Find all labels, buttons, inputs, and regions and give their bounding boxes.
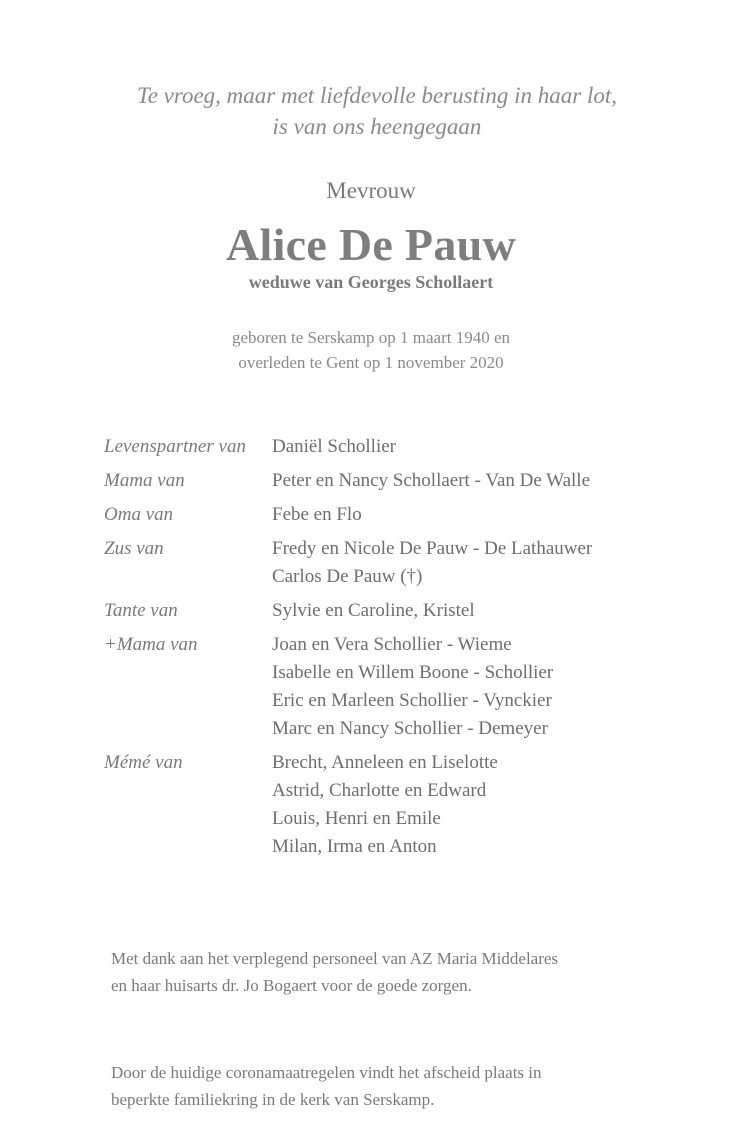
family-label: +Mama van	[104, 634, 198, 655]
widow-of: weduwe van Georges Schollaert	[248, 272, 494, 292]
family-name: Marc en Nancy Schollier - Demeyer	[272, 718, 548, 739]
family-names	[272, 597, 724, 625]
family-names	[272, 501, 724, 529]
family-row-tante	[104, 597, 724, 625]
birth-line: geboren te Serskamp op 1 maart 1940 en	[231, 328, 511, 347]
family-name: Febe en Flo	[272, 504, 362, 525]
family-name: Joan en Vera Schollier - Wieme	[272, 634, 512, 655]
notice-line: beperkte familiekring in de kerk van Serskamp.	[111, 1090, 435, 1109]
family-name: Fredy en Nicole De Pauw - De Lathauwer	[272, 538, 593, 559]
notice-line: Door de huidige coronamaatregelen vindt het afscheid plaats in	[111, 1063, 542, 1082]
family-names	[272, 433, 724, 461]
closing-text	[111, 925, 711, 1133]
family-label: Levenspartner van	[104, 436, 246, 457]
death-line: overleden te Gent op 1 november 2020	[238, 353, 504, 372]
family-names	[272, 535, 724, 591]
life-dates	[0, 325, 742, 375]
family-name: Carlos De Pauw (†)	[272, 566, 423, 587]
family-name: Sylvie en Caroline, Kristel	[272, 600, 475, 621]
family-names	[272, 467, 724, 495]
family-name: Milan, Irma en Anton	[272, 836, 437, 857]
family-names	[272, 631, 724, 743]
family-name: Peter en Nancy Schollaert - Van De Walle	[272, 470, 591, 491]
family-name: Isabelle en Willem Boone - Schollier	[272, 662, 554, 683]
family-row-zus	[104, 535, 724, 591]
family-row-mama	[104, 467, 724, 495]
family-row-oma	[104, 501, 724, 529]
thanks-line: en haar huisarts dr. Jo Bogaert voor de goede zorgen.	[111, 976, 472, 995]
family-name: Astrid, Charlotte en Edward	[272, 780, 487, 801]
family-name: Daniël Schollier	[272, 436, 396, 457]
family-row-meme	[104, 749, 724, 861]
honorific: Mevrouw	[326, 178, 416, 203]
family-name: Brecht, Anneleen en Liselotte	[272, 752, 498, 773]
intro-line-2: is van ons heengegaan	[272, 114, 482, 139]
family-label: Zus van	[104, 538, 164, 559]
family-label: Tante van	[104, 600, 178, 621]
family-name: Louis, Henri en Emile	[272, 808, 441, 829]
deceased-name: Alice De Pauw	[225, 219, 517, 270]
family-label: Mémé van	[104, 752, 183, 773]
intro-line-1: Te vroeg, maar met liefdevolle berusting in haar lot,	[137, 83, 617, 108]
thanks-line: Met dank aan het verplegend personeel van AZ Maria Middelares	[111, 949, 559, 968]
family-name: Eric en Marleen Schollier - Vynckier	[272, 690, 552, 711]
family-label: Oma van	[104, 504, 174, 525]
family-row-plus-mama	[104, 631, 724, 743]
intro-text	[0, 80, 754, 142]
family-names	[272, 749, 724, 861]
family-list	[104, 433, 724, 867]
family-row-partner	[104, 433, 724, 461]
family-label: Mama van	[104, 470, 185, 491]
